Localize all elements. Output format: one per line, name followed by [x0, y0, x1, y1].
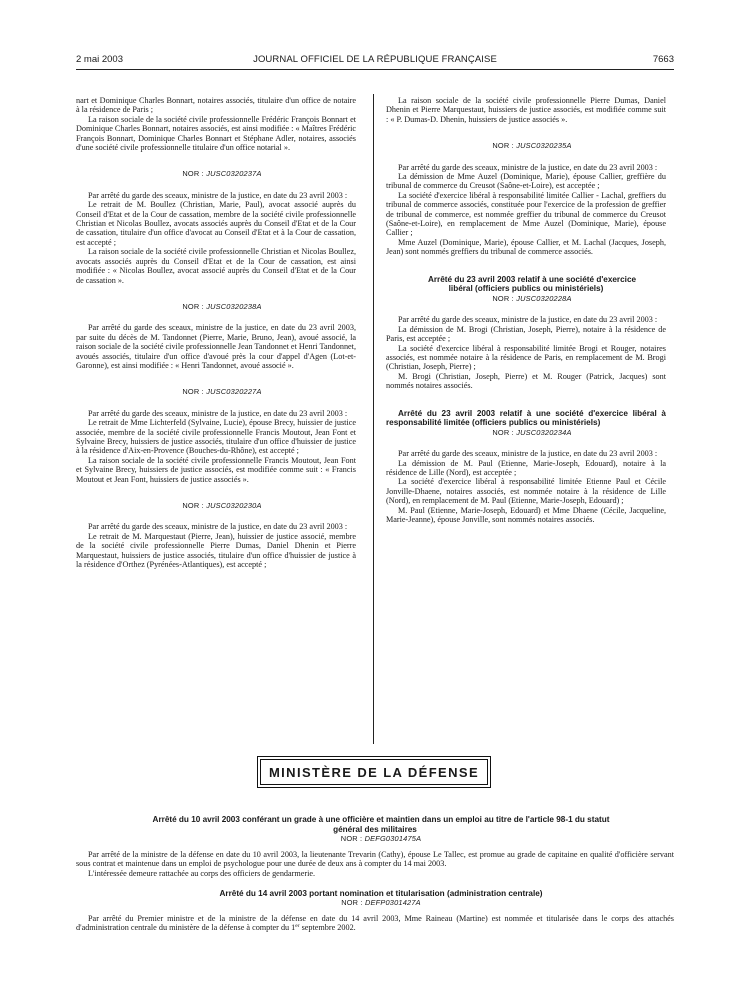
paragraph: Le retrait de Mme Lichterfeld (Sylvaine, Lucie), épouse Brecy, huissier de justice associée, membre de la société civile professionnelle Francis Moutout, Jean Font et Sylvaine Brecy, huissiers de justice associés, titulaire d'un office d'huissier de justice à la résidence d'Aix-en-Provence (Bouches-du-Rhône), est accepté ;	[76, 418, 356, 456]
paragraph: M. Brogi (Christian, Joseph, Pierre) et M. Rouger (Patrick, Jacques) sont nommés notaires associés.	[386, 371, 666, 391]
header-rule	[76, 69, 674, 70]
nor-reference: NOR : JUSC0320234A	[492, 427, 572, 437]
nor-reference: NOR : JUSC0320237A	[182, 169, 262, 179]
paragraph: La société d'exercice libéral à responsabilité limitée Brogi et Rouger, notaires associés, est nommée notaire à la résidence de Paris, en remplacement de M. Brogi (Christian, Joseph, Pierre) ;	[386, 343, 666, 372]
paragraph: Par arrêté du garde des sceaux, ministre de la justice, en date du 23 avril 2003 :	[398, 162, 658, 172]
column-divider	[373, 94, 374, 744]
paragraph: Le retrait de M. Boullez (Christian, Marie, Paul), avocat associé auprès du Conseil d'Etat et de la Cour de cassation, membre de la société civile professionnelle Christian et Nicolas Boullez, avocats associés auprès du Conseil d'Etat et de la Cour de cassation, titulaire d'un office d'avocat au Conseil d'Etat et à la Cour de cassation, est accepté ;	[76, 200, 356, 247]
nor-reference: NOR : JUSC0320238A	[182, 301, 262, 311]
nor-reference: NOR : JUSC0320227A	[182, 387, 262, 397]
paragraph: La société d'exercice libéral à responsabilité limitée Etienne Paul et Cécile Jonville-Dhaene, notaires associés, est nommée notaire à la résidence de Lille (Nord), en remplacement de M. Paul (Etienne, Marie-Joseph, Edouard) ;	[386, 477, 666, 506]
paragraph: La raison sociale de la société civile professionnelle Frédéric François Bonnart et Dominique Charles Bonnart, notaires associés, est ainsi modifiée : « Maîtres Frédéric François Bonnart, Dominique Charles Bonnart et Stéphane Adler, notaires, associés d'une société civile professionnelle titulaire d'un office notarial ».	[76, 114, 356, 153]
paragraph: Par arrêté du garde des sceaux, ministre de la justice, en date du 23 avril 2003 :	[88, 408, 348, 418]
paragraph: Par arrêté du Premier ministre et de la ministre de la défense en date du 14 avril 2003, Mme Raineau (Martine) est nommée et titularisée dans le corps des attachés d'administration centrale du ministère de la défense à compter du 1er septembre 2002.	[76, 913, 674, 933]
nor-reference: NOR : JUSC0320230A	[182, 501, 262, 510]
nor-reference: NOR : DEFP0301427A	[341, 898, 421, 908]
nor-reference: NOR : JUSC0320235A	[492, 141, 572, 151]
paragraph: La démission de M. Paul (Etienne, Marie-Joseph, Edouard), notaire à la résidence de Lille (Nord), est acceptée ;	[386, 458, 666, 477]
ministry-heading: MINISTÈRE DE LA DÉFENSE	[260, 759, 488, 785]
paragraph: Par arrêté du garde des sceaux, ministre de la justice, en date du 23 avril 2003, par suite du décès de M. Tandonnet (Pierre, Marie, Bruno, Jean), avoué associé, la raison sociale de la société civile professionnelle Jean Tandonnet et Henri Tandonnet, avoués associés, titulaire d'un office d'avoué près la cour d'appel d'Agen (Lot-et-Garonne), est ainsi modifiée : « Henri Tandonnet, avoué associé ».	[76, 323, 356, 370]
defense-section	[76, 815, 674, 933]
paragraph: La démission de Mme Auzel (Dominique, Marie), épouse Callier, greffière du tribunal de commerce du Creusot (Saône-et-Loire), est acceptée ;	[386, 172, 666, 191]
article-title: Arrêté du 10 avril 2003 conférant un grade à une officière et maintien dans un emploi au titre de l'article 98-1 du statut général des militaires	[152, 815, 610, 834]
page-number: 7663	[652, 54, 674, 65]
right-column	[386, 96, 666, 524]
paragraph: nart et Dominique Charles Bonnart, notaires associés, titulaire d'un office de notaire à la résidence de Paris ;	[76, 96, 356, 115]
paragraph: La démission de M. Brogi (Christian, Joseph, Pierre), notaire à la résidence de Paris, est acceptée ;	[386, 324, 666, 344]
paragraph: Par arrêté du garde des sceaux, ministre de la justice, en date du 23 avril 2003 :	[88, 522, 348, 532]
paragraph: La raison sociale de la société civile professionnelle Francis Moutout, Jean Font et Sylvaine Brecy, huissiers de justice associés, est modifiée comme suit : « Francis Moutout et Jean Font, huissiers de justice associés ».	[76, 455, 356, 484]
nor-reference: NOR : DEFG0301475A	[340, 834, 422, 844]
paragraph: M. Paul (Etienne, Marie-Joseph, Edouard) et Mme Dhaene (Cécile, Jacqueline, Marie-Jeanne), épouse Jonville, sont nommés notaires associés.	[386, 505, 666, 524]
nor-reference: NOR : JUSC0320228A	[492, 293, 572, 303]
left-column	[76, 96, 356, 569]
paragraph: Le retrait de M. Marquestaut (Pierre, Jean), huissier de justice associé, membre de la société civile professionnelle Pierre Dumas, Daniel Dhenin et Pierre Marquestaut, huissiers de justice associés, titulaire d'un office d'huissier de justice à la résidence d'Orthez (Pyrénées-Atlantiques), est accepté ;	[76, 531, 356, 570]
paragraph: La raison sociale de la société civile professionnelle Pierre Dumas, Daniel Dhenin et Pierre Marquestaut, huissiers de justice associés, est modifiée comme suit : « P. Dumas-D. Dhenin, huissiers de justice associés ».	[386, 96, 666, 124]
paragraph: Mme Auzel (Dominique, Marie), épouse Callier, et M. Lachal (Jacques, Joseph, Jean) sont nommés greffiers du tribunal de commerce associés.	[386, 237, 666, 257]
header-date: 2 mai 2003	[76, 54, 124, 65]
paragraph: La raison sociale de la société civile professionnelle Christian et Nicolas Boullez, avocats associés auprès du Conseil d'Etat et de la Cour de cassation, est ainsi modifiée : « Nicolas Boullez, avocat associé auprès du Conseil d'Etat et de la Cour de cassation ».	[76, 247, 356, 285]
page-header	[76, 54, 674, 68]
article-title: Arrêté du 23 avril 2003 relatif à une société d'exercice libéral à responsabilité limitée (officiers publics ou ministériels)	[386, 408, 666, 428]
paragraph: La société d'exercice libéral à responsabilité limitée Callier - Lachal, greffiers du tribunal de commerce associés, constituée pour l'exercice de la profession de greffier de tribunal de commerce, est nommée greffier du tribunal de commerce du Creusot (Saône-et-Loire), en remplacement de Mme Auzel (Dominique, Marie), épouse Callier ;	[386, 190, 666, 238]
article-title: Arrêté du 14 avril 2003 portant nomination et titularisation (administration centrale)	[219, 888, 543, 898]
journal-title: JOURNAL OFFICIEL DE LA RÉPUBLIQUE FRANÇAISE	[253, 54, 497, 65]
paragraph: Par arrêté du garde des sceaux, ministre de la justice, en date du 23 avril 2003 :	[398, 449, 658, 459]
paragraph: L'intéressée demeure rattachée au corps des officiers de gendarmerie.	[88, 868, 316, 878]
paragraph: Par arrêté du garde des sceaux, ministre de la justice, en date du 23 avril 2003 :	[398, 315, 658, 325]
article-title: Arrêté du 23 avril 2003 relatif à une société d'exercice libéral (officiers publics ou ministériels)	[427, 274, 637, 294]
paragraph: Par arrêté de la ministre de la défense en date du 10 avril 2003, la lieutenante Trevarin (Cathy), épouse Le Tallec, est promue au grade de capitaine en qualité d'officière servant sous contrat et maintenue dans un emploi de psychologue pour une durée de deux ans à compter du 14 mai 2003.	[76, 849, 674, 869]
paragraph: Par arrêté du garde des sceaux, ministre de la justice, en date du 23 avril 2003 :	[88, 190, 348, 200]
